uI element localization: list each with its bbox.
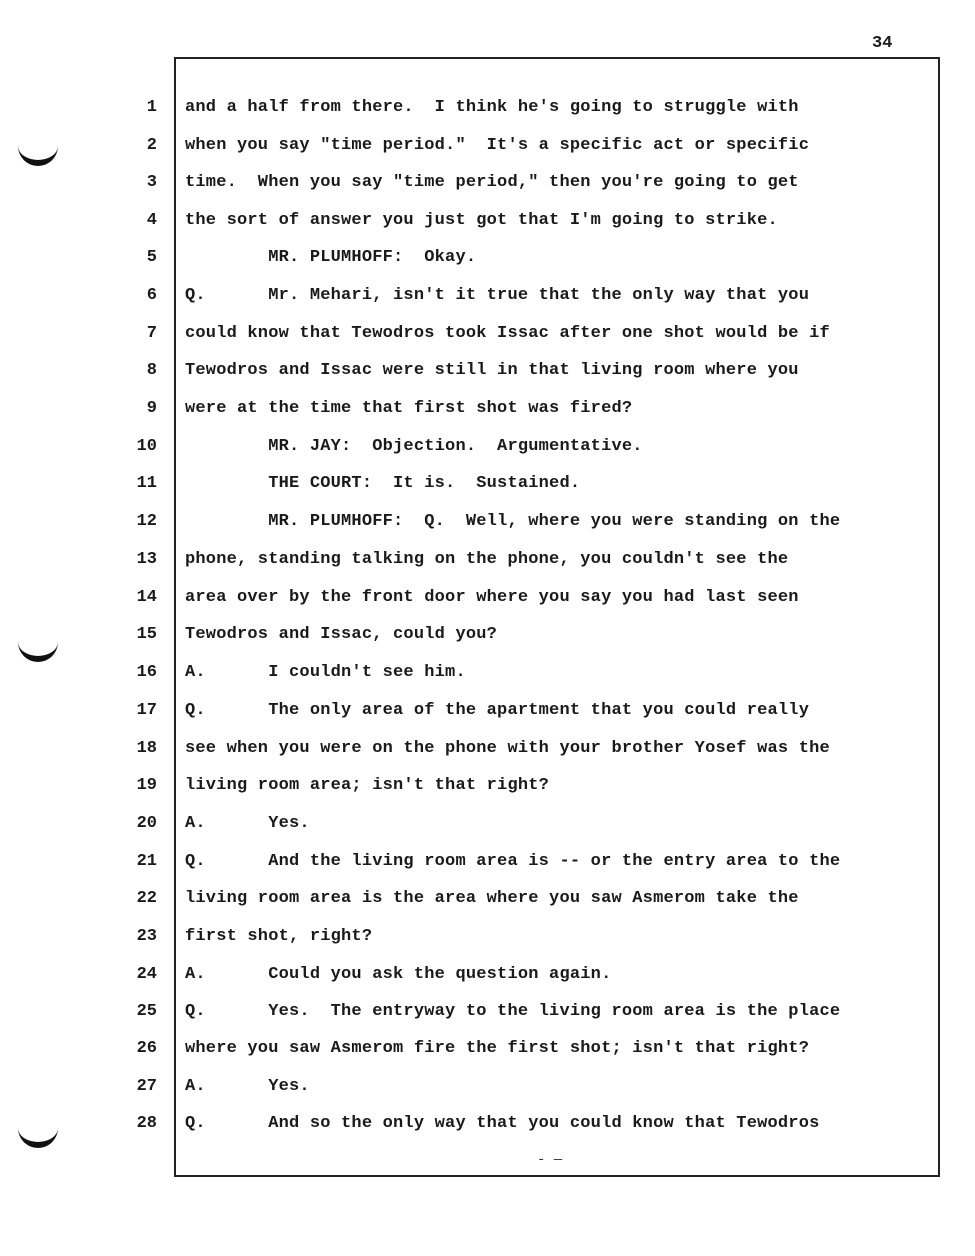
- line-number: 6: [146, 286, 157, 305]
- transcript-line: Q. And the living room area is -- or the entry area to the: [185, 852, 841, 871]
- transcript-line: MR. PLUMHOFF: Okay.: [185, 248, 477, 267]
- line-number: 1: [146, 98, 157, 117]
- line-number: 16: [136, 663, 157, 682]
- line-number: 17: [136, 701, 157, 720]
- line-number: 27: [136, 1077, 157, 1096]
- page-number: 34: [872, 34, 893, 53]
- transcript-line: area over by the front door where you say you had last seen: [185, 588, 799, 607]
- line-number: 21: [136, 852, 157, 871]
- line-number: 9: [146, 399, 157, 418]
- transcript-line: where you saw Asmerom fire the first shot; isn't that right?: [185, 1039, 810, 1058]
- transcript-line: the sort of answer you just got that I'm going to strike.: [185, 211, 778, 230]
- transcript-line: living room area is the area where you saw Asmerom take the: [185, 889, 799, 908]
- line-number: 20: [136, 814, 157, 833]
- transcript-line: Q. Mr. Mehari, isn't it true that the only way that you: [185, 286, 810, 305]
- transcript-line: living room area; isn't that right?: [185, 776, 550, 795]
- line-number: 3: [146, 173, 157, 192]
- line-number: 13: [136, 550, 157, 569]
- line-number: 18: [136, 739, 157, 758]
- binder-hole-icon: [18, 138, 58, 166]
- transcript-line: THE COURT: It is. Sustained.: [185, 474, 581, 493]
- transcript-line: A. Yes.: [185, 1077, 310, 1096]
- transcript-line: were at the time that first shot was fired?: [185, 399, 633, 418]
- transcript-line: see when you were on the phone with your brother Yosef was the: [185, 739, 830, 758]
- line-number: 7: [146, 324, 157, 343]
- line-number: 22: [136, 889, 157, 908]
- transcript-line: MR. JAY: Objection. Argumentative.: [185, 437, 643, 456]
- line-number: 5: [146, 248, 157, 267]
- line-number: 12: [136, 512, 157, 531]
- line-number: 23: [136, 927, 157, 946]
- line-number: 19: [136, 776, 157, 795]
- line-number: 10: [136, 437, 157, 456]
- line-number: 24: [136, 965, 157, 984]
- transcript-line: first shot, right?: [185, 927, 373, 946]
- transcript-line: Tewodros and Issac were still in that living room where you: [185, 361, 799, 380]
- line-number: 8: [146, 361, 157, 380]
- transcript-line: phone, standing talking on the phone, you couldn't see the: [185, 550, 789, 569]
- transcript-line: Tewodros and Issac, could you?: [185, 625, 498, 644]
- line-number: 25: [136, 1002, 157, 1021]
- line-number: 2: [146, 136, 157, 155]
- line-number: 4: [146, 211, 157, 230]
- binder-hole-icon: [18, 1120, 58, 1148]
- transcript-line: Q. And so the only way that you could know that Tewodros: [185, 1114, 820, 1133]
- transcript-line: MR. PLUMHOFF: Q. Well, where you were standing on the: [185, 512, 841, 531]
- transcript-line: time. When you say "time period," then you're going to get: [185, 173, 799, 192]
- transcript-line: when you say "time period." It's a specific act or specific: [185, 136, 810, 155]
- line-number: 11: [136, 474, 157, 493]
- transcript-line: Q. Yes. The entryway to the living room area is the place: [185, 1002, 841, 1021]
- line-number: 15: [136, 625, 157, 644]
- transcript-line: A. Could you ask the question again.: [185, 965, 612, 984]
- transcript-line: could know that Tewodros took Issac after one shot would be if: [185, 324, 830, 343]
- line-number: 14: [136, 588, 157, 607]
- transcript-line: A. Yes.: [185, 814, 310, 833]
- line-number: 28: [136, 1114, 157, 1133]
- transcript-line: Q. The only area of the apartment that you could really: [185, 701, 810, 720]
- transcript-line: and a half from there. I think he's going to struggle with: [185, 98, 799, 117]
- binder-hole-icon: [18, 634, 58, 662]
- line-number: 26: [136, 1039, 157, 1058]
- transcript-line: A. I couldn't see him.: [185, 663, 466, 682]
- stray-mark: - —: [537, 1152, 563, 1168]
